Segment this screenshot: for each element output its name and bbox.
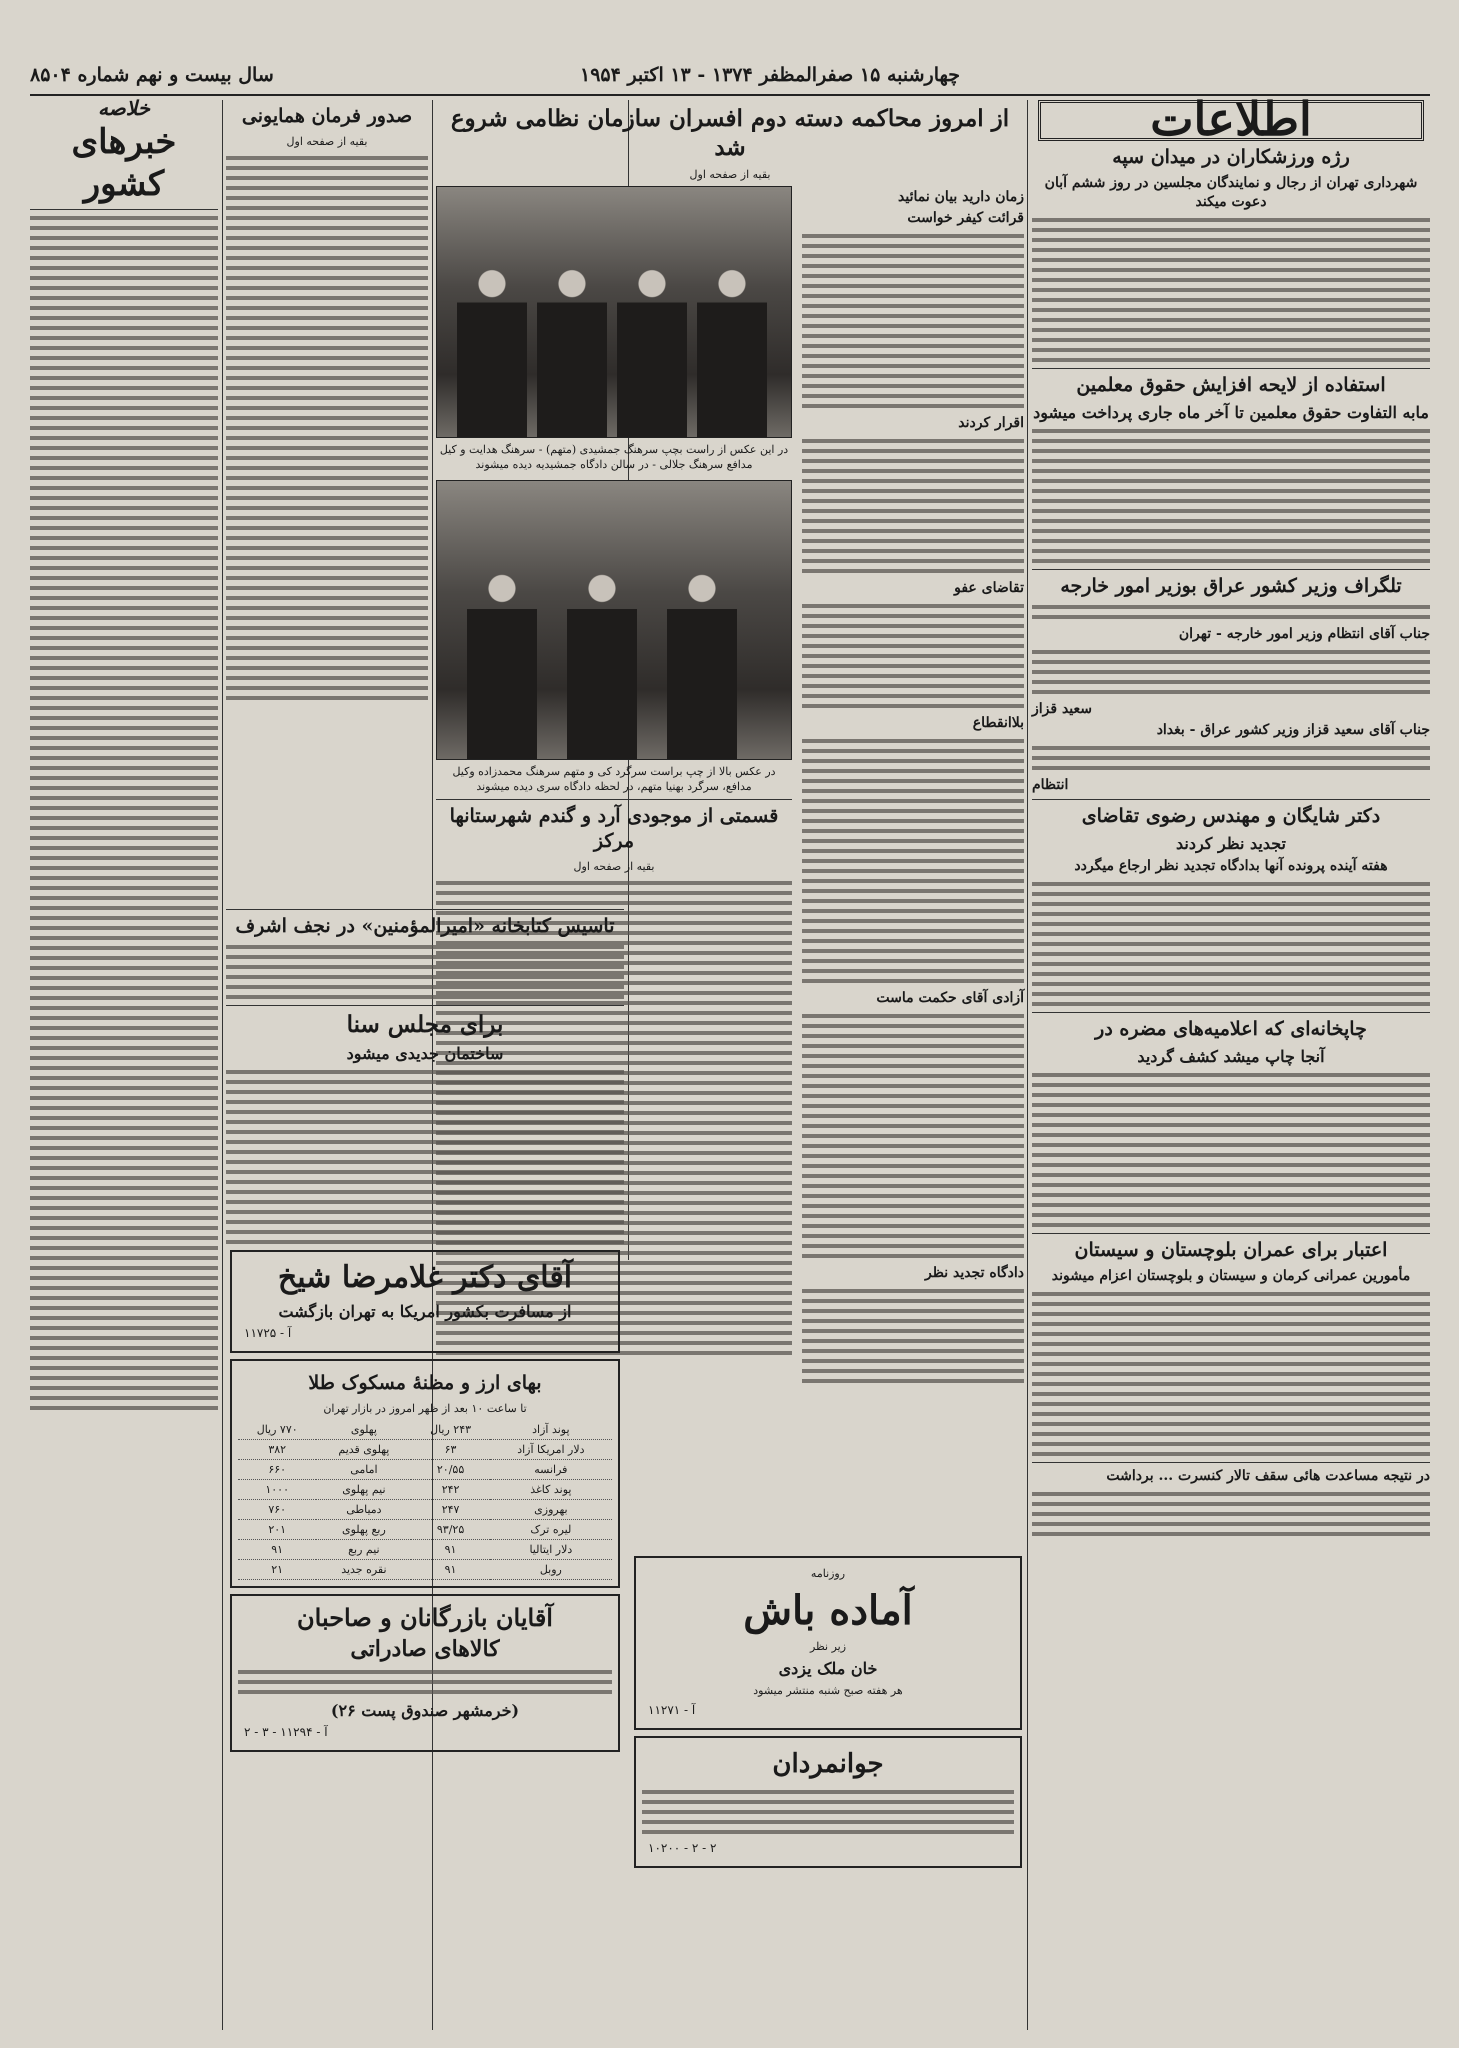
young-title: جوانمردان <box>772 1749 884 1779</box>
price-cell: ۹۱ <box>238 1540 316 1560</box>
price-cell: نقره جدید <box>316 1560 411 1580</box>
decree-column <box>226 100 428 706</box>
price-cell: ۲۰/۵۵ <box>411 1460 489 1480</box>
dr-sheikh-ad <box>230 1250 620 1353</box>
trial-photo-1 <box>436 186 792 438</box>
price-row <box>238 1420 612 1440</box>
price-cell: نیم پهلوی <box>316 1480 411 1500</box>
continued-note: بقیه از صفحه اول <box>689 168 771 181</box>
summary-news-body <box>30 216 218 1410</box>
article-body-printing <box>1032 1073 1430 1227</box>
summary-big-title: خبرهای کشور <box>71 122 177 204</box>
telegram-recipient-1: جناب آقای انتظام وزیر امور خارجه - تهران <box>1178 626 1430 642</box>
column-divider <box>222 100 223 2030</box>
price-cell: امامی <box>316 1460 411 1480</box>
subheadline-shayegan: هفته آینده پرونده آنها بدادگاه تجدید نظر ارجاع میگردد <box>1074 858 1388 874</box>
headline-library: تاسیس کتابخانه «امیرالمؤمنین» در نجف اشرف <box>235 915 615 937</box>
price-cell: ۱۰۰۰ <box>238 1480 316 1500</box>
price-cell: ربع پهلوی <box>316 1520 411 1540</box>
subheadline-senate: ساختمان جدیدی میشود <box>346 1044 504 1063</box>
summary-column <box>30 96 218 1416</box>
daily-note: هر هفته صبح شنبه منتشر میشود <box>753 1684 903 1697</box>
price-cell: ۹۱ <box>411 1560 489 1580</box>
price-cell: ۲۴۳ ریال <box>411 1420 489 1440</box>
young-code: ۱۰۲۰۰ - ۲ - ۲ <box>648 1841 717 1855</box>
price-cell: ۳۸۲ <box>238 1440 316 1460</box>
price-cell: ۲۱ <box>238 1560 316 1580</box>
exporters-ad <box>230 1594 620 1752</box>
exporters-sub: کالاهای صادراتی <box>350 1636 500 1662</box>
article-body-baluchestan <box>1032 1292 1430 1456</box>
gold-sub: تا ساعت ۱۰ بعد از ظهر امروز در بازار تهران <box>323 1402 527 1415</box>
section-appeal: دادگاه تجدید نظر <box>924 1265 1024 1281</box>
telegram-recipient-2: جناب آقای سعید قزاز وزیر کشور عراق - بغداد <box>1156 722 1430 738</box>
price-cell: پوند آزاد <box>490 1420 612 1440</box>
headline-concert-hall: در نتیجه مساعدت هائی سقف تالار کنسرت ... برداشت <box>1106 1468 1430 1484</box>
price-cell: پهلوی <box>316 1420 411 1440</box>
daily-label: روزنامه <box>810 1567 846 1580</box>
price-cell: فرانسه <box>490 1460 612 1480</box>
photo-caption-1: در این عکس از راست بچپ سرهنگ جمشیدی (متهم) - سرهنگ هدایت و کیل مدافع سرهنگ جلالی - در سالن دادگاه جمشیدیه دیده میشوند <box>439 443 789 471</box>
price-cell: پوند کاغذ <box>490 1480 612 1500</box>
price-cell: ۲۰۱ <box>238 1520 316 1540</box>
section-time: زمان دارید بیان نمائید <box>898 189 1024 205</box>
price-cell: لیره ترک <box>490 1520 612 1540</box>
decree-continued-note: بقیه از صفحه اول <box>286 135 368 148</box>
price-cell: ۷۶۰ <box>238 1500 316 1520</box>
price-row <box>238 1460 612 1480</box>
headline-wheat: قسمتی از موجودی آرد و گندم شهرستانها مرکز <box>449 805 779 852</box>
headline-senate: برای مجلس سنا <box>346 1011 504 1038</box>
dr-sheikh-sub: از مسافرت بکشور امریکا به تهران بازگشت <box>278 1302 572 1321</box>
exporters-title: آقایان بازرگانان و صاحبان <box>297 1603 553 1632</box>
headline-printing-house: چاپخانه‌ای که اعلامیه‌های مضره در <box>1095 1018 1367 1040</box>
daily-ad <box>630 1550 1026 1874</box>
price-cell: ۲۴۲ <box>411 1480 489 1500</box>
headline-teachers: استفاده از لایحه افزایش حقوق معلمین <box>1076 374 1386 396</box>
price-cell: ۹۱ <box>411 1540 489 1560</box>
daily-code: آ - ۱۱۲۷۱ <box>648 1703 696 1717</box>
price-cell: ۹۳/۲۵ <box>411 1520 489 1540</box>
price-cell: دلار ایتالیا <box>490 1540 612 1560</box>
dr-sheikh-title: آقای دکتر غلامرضا شیخ <box>277 1260 573 1295</box>
masthead-logo: اطلاعات <box>1038 100 1424 141</box>
headline-printing-house-b: آنجا چاپ میشد کشف گردید <box>1137 1047 1325 1066</box>
photo-caption-2: در عکس بالا از چپ براست سرگرد کی و متهم سرهنگ محمدزاده وکیل مدافع، سرگرد بهنیا متهم، در لحظه دادگاه سری دیده میشوند <box>452 765 776 793</box>
daily-title: آماده باش <box>743 1587 913 1634</box>
price-cell: دلار امریکا آزاد <box>490 1440 612 1460</box>
right-column <box>1032 92 1430 1542</box>
price-cell: ۲۴۷ <box>411 1500 489 1520</box>
telegram-signature-1: سعید قزاز <box>1032 701 1092 717</box>
telegram-signature-2: انتظام <box>1032 777 1069 793</box>
price-cell: دمیاطی <box>316 1500 411 1520</box>
section-pardon: تقاضای عفو <box>954 580 1024 596</box>
price-cell: ۷۷۰ ریال <box>238 1420 316 1440</box>
headline-trial: از امروز محاکمه دسته دوم افسران سازمان نظامی شروع شد <box>450 105 1010 161</box>
wheat-continued-note: بقیه از صفحه اول <box>573 860 655 873</box>
headline-royal-decree: صدور فرمان همایونی <box>241 105 413 127</box>
price-cell: روبل <box>490 1560 612 1580</box>
price-cell: ۶۳ <box>411 1440 489 1460</box>
subheadline-teachers: مابه التفاوت حقوق معلمین تا آخر ماه جاری پرداخت میشود <box>1033 403 1429 422</box>
gold-title: بهای ارز و مظنهٔ مسکوک طلا <box>308 1372 542 1394</box>
section-hekmat: آزادی آقای حکمت ماست <box>876 990 1024 1006</box>
column-divider <box>1027 100 1028 2030</box>
gold-price-box <box>230 1359 620 1588</box>
trial-photo-2 <box>436 480 792 760</box>
article-body-teachers <box>1032 429 1430 563</box>
headline-parade: رژه ورزشکاران در میدان سپه <box>1112 146 1350 168</box>
article-body-shayegan <box>1032 882 1430 1006</box>
issue-date: چهارشنبه ۱۵ صفرالمظفر ۱۳۷۴ - ۱۳ اکتبر ۱۹۵۴ <box>580 64 960 86</box>
price-cell: ۶۶۰ <box>238 1460 316 1480</box>
section-confessions: اقرار کردند <box>958 415 1024 431</box>
library-section <box>226 905 624 1758</box>
headline-shayegan: دکتر شایگان و مهندس رضوی تقاضای <box>1081 805 1381 827</box>
price-row <box>238 1560 612 1580</box>
section-indictment: قرائت کیفر خواست <box>907 210 1024 226</box>
daily-editor-label: زیر نظر <box>809 1640 847 1653</box>
subheadline-baluchestan: مأمورین عمرانی کرمان و سیستان و بلوچستان اعزام میشوند <box>1051 1268 1411 1284</box>
price-cell: نیم ربع <box>316 1540 411 1560</box>
price-row <box>238 1500 612 1520</box>
dr-sheikh-code: آ - ۱۱۷۲۵ <box>244 1326 292 1340</box>
subheadline-parade: شهرداری تهران از رجال و نمایندگان مجلسین در روز ششم آبان دعوت میکند <box>1044 175 1418 210</box>
price-cell: بهروزی <box>490 1500 612 1520</box>
price-row <box>238 1540 612 1560</box>
exporters-code: آ - ۱۱۲۹۴ - ۳ - ۲ <box>244 1725 328 1739</box>
price-row <box>238 1520 612 1540</box>
article-body-parade <box>1032 218 1430 362</box>
summary-small-title: خلاصه <box>97 96 150 120</box>
headline-iraq-telegram: تلگراف وزیر کشور عراق بوزیر امور خارجه <box>1060 575 1402 597</box>
price-cell: پهلوی قدیم <box>316 1440 411 1460</box>
price-row <box>238 1480 612 1500</box>
article-body-decree <box>226 156 428 700</box>
headline-baluchestan: اعتبار برای عمران بلوچستان و سیستان <box>1074 1239 1388 1261</box>
headline-shayegan-b: تجدید نظر کردند <box>1176 834 1286 853</box>
issue-number: سال بیست و نهم شماره ۸۵۰۴ <box>30 64 274 86</box>
daily-editor-name: خان ملک یزدی <box>778 1659 878 1678</box>
date-bar <box>30 58 1430 96</box>
gold-price-table <box>238 1420 612 1580</box>
section-nonstop: بلاانقطاع <box>972 715 1024 731</box>
exporters-postbox: (خرمشهر صندوق پست ۲۶) <box>330 1701 520 1720</box>
price-row <box>238 1440 612 1460</box>
